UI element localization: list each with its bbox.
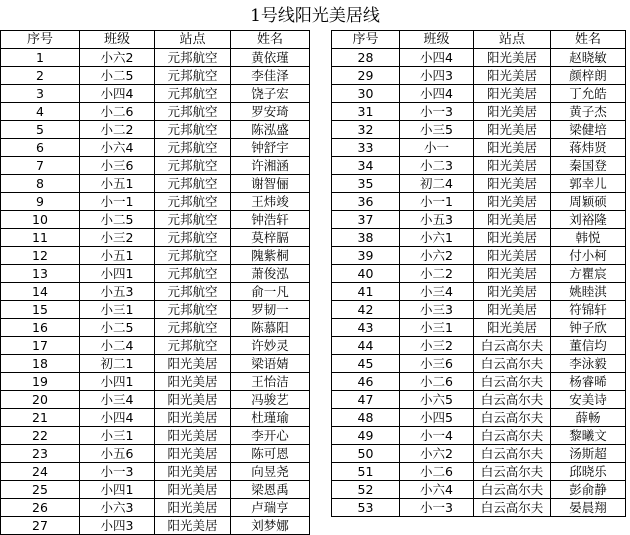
index-cell: 28	[332, 49, 400, 67]
table-row	[332, 229, 626, 247]
table-row	[1, 481, 310, 499]
station-cell: 阳光美居	[474, 67, 551, 85]
header-class: 班级	[400, 31, 474, 49]
name-cell: 卢瑞亨	[231, 499, 310, 517]
name-cell: 冯骏艺	[231, 391, 310, 409]
table-row	[332, 499, 626, 517]
class-cell: 小一4	[400, 427, 474, 445]
index-cell: 31	[332, 103, 400, 121]
class-cell: 小三6	[400, 355, 474, 373]
table-row	[332, 301, 626, 319]
station-cell: 阳光美居	[474, 49, 551, 67]
header-index: 序号	[1, 31, 80, 49]
station-cell: 白云高尔夫	[474, 481, 551, 499]
table-row	[332, 157, 626, 175]
index-cell: 47	[332, 391, 400, 409]
name-cell: 方瞿宸	[551, 265, 626, 283]
index-cell: 45	[332, 355, 400, 373]
index-cell: 34	[332, 157, 400, 175]
name-cell: 安美诗	[551, 391, 626, 409]
station-cell: 阳光美居	[474, 283, 551, 301]
index-cell: 11	[1, 229, 80, 247]
table-row	[332, 319, 626, 337]
station-cell: 元邦航空	[155, 337, 231, 355]
index-cell: 46	[332, 373, 400, 391]
index-cell: 33	[332, 139, 400, 157]
table-row	[332, 67, 626, 85]
table-row	[332, 103, 626, 121]
name-cell: 陈慕阳	[231, 319, 310, 337]
table-row	[1, 301, 310, 319]
index-cell: 6	[1, 139, 80, 157]
class-cell: 小三1	[80, 301, 155, 319]
station-cell: 阳光美居	[474, 85, 551, 103]
class-cell: 小五1	[80, 175, 155, 193]
table-row	[332, 175, 626, 193]
table-row	[332, 373, 626, 391]
station-cell: 白云高尔夫	[474, 499, 551, 517]
class-cell: 小三2	[80, 229, 155, 247]
name-cell: 杨睿晞	[551, 373, 626, 391]
table-row	[1, 337, 310, 355]
name-cell: 符锦轩	[551, 301, 626, 319]
class-cell: 小二5	[80, 319, 155, 337]
name-cell: 萧俊泓	[231, 265, 310, 283]
table-row	[1, 427, 310, 445]
index-cell: 53	[332, 499, 400, 517]
table-row	[1, 139, 310, 157]
page-title: 1号线阳光美居线	[250, 6, 380, 26]
table-row	[1, 499, 310, 517]
station-cell: 阳光美居	[474, 265, 551, 283]
class-cell: 小六4	[80, 139, 155, 157]
class-cell: 小二6	[400, 373, 474, 391]
index-cell: 42	[332, 301, 400, 319]
class-cell: 小六3	[80, 499, 155, 517]
index-cell: 43	[332, 319, 400, 337]
index-cell: 3	[1, 85, 80, 103]
table-row	[1, 229, 310, 247]
class-cell: 小二4	[80, 337, 155, 355]
class-cell: 小二2	[80, 121, 155, 139]
name-cell: 邱晓乐	[551, 463, 626, 481]
table-row	[332, 283, 626, 301]
class-cell: 小五1	[80, 247, 155, 265]
station-cell: 阳光美居	[474, 157, 551, 175]
class-cell: 小二5	[80, 67, 155, 85]
header-station: 站点	[155, 31, 231, 49]
name-cell: 黄依瑾	[231, 49, 310, 67]
station-cell: 元邦航空	[155, 139, 231, 157]
name-cell: 梁语婧	[231, 355, 310, 373]
table-row	[1, 283, 310, 301]
station-cell: 元邦航空	[155, 265, 231, 283]
station-cell: 白云高尔夫	[474, 409, 551, 427]
class-cell: 小二2	[400, 265, 474, 283]
station-cell: 阳光美居	[474, 229, 551, 247]
table-row	[332, 247, 626, 265]
class-cell: 小三3	[400, 301, 474, 319]
index-cell: 48	[332, 409, 400, 427]
name-cell: 梁健培	[551, 121, 626, 139]
index-cell: 2	[1, 67, 80, 85]
index-cell: 30	[332, 85, 400, 103]
header-class: 班级	[80, 31, 155, 49]
station-cell: 元邦航空	[155, 211, 231, 229]
name-cell: 许湘涵	[231, 157, 310, 175]
station-cell: 阳光美居	[155, 427, 231, 445]
station-cell: 元邦航空	[155, 301, 231, 319]
index-cell: 39	[332, 247, 400, 265]
name-cell: 郭幸儿	[551, 175, 626, 193]
table-row	[332, 193, 626, 211]
station-cell: 阳光美居	[474, 211, 551, 229]
station-cell: 白云高尔夫	[474, 427, 551, 445]
station-cell: 阳光美居	[474, 121, 551, 139]
name-cell: 秦国登	[551, 157, 626, 175]
class-cell: 小六2	[400, 445, 474, 463]
table-row	[332, 409, 626, 427]
class-cell: 小六1	[400, 229, 474, 247]
table-row	[1, 265, 310, 283]
station-cell: 阳光美居	[155, 499, 231, 517]
station-cell: 阳光美居	[474, 139, 551, 157]
class-cell: 小六5	[400, 391, 474, 409]
index-cell: 38	[332, 229, 400, 247]
table-row	[1, 175, 310, 193]
header-name: 姓名	[231, 31, 310, 49]
class-cell: 小五3	[80, 283, 155, 301]
class-cell: 小二5	[80, 211, 155, 229]
table-row	[332, 391, 626, 409]
station-cell: 阳光美居	[474, 193, 551, 211]
table-row	[332, 463, 626, 481]
name-cell: 彭俞静	[551, 481, 626, 499]
class-cell: 小四4	[400, 85, 474, 103]
index-cell: 9	[1, 193, 80, 211]
index-cell: 50	[332, 445, 400, 463]
name-cell: 莫梓膈	[231, 229, 310, 247]
name-cell: 李泳毅	[551, 355, 626, 373]
station-cell: 白云高尔夫	[474, 355, 551, 373]
index-cell: 52	[332, 481, 400, 499]
class-cell: 小五6	[80, 445, 155, 463]
name-cell: 蒋炜贤	[551, 139, 626, 157]
name-cell: 丁允皓	[551, 85, 626, 103]
station-cell: 阳光美居	[474, 103, 551, 121]
name-cell: 隗紫桐	[231, 247, 310, 265]
station-cell: 白云高尔夫	[474, 337, 551, 355]
station-cell: 元邦航空	[155, 103, 231, 121]
table-row	[332, 211, 626, 229]
name-cell: 陈可恩	[231, 445, 310, 463]
roster-table-right	[331, 30, 626, 517]
table-row	[1, 319, 310, 337]
name-cell: 谢智俪	[231, 175, 310, 193]
table-header-row	[332, 31, 626, 49]
index-cell: 40	[332, 265, 400, 283]
header-station: 站点	[474, 31, 551, 49]
name-cell: 李佳泽	[231, 67, 310, 85]
class-cell: 小三1	[80, 427, 155, 445]
table-row	[1, 49, 310, 67]
station-cell: 阳光美居	[474, 247, 551, 265]
name-cell: 薛畅	[551, 409, 626, 427]
index-cell: 22	[1, 427, 80, 445]
name-cell: 王怡洁	[231, 373, 310, 391]
table-row	[1, 445, 310, 463]
station-cell: 元邦航空	[155, 229, 231, 247]
index-cell: 23	[1, 445, 80, 463]
name-cell: 梁恩禹	[231, 481, 310, 499]
index-cell: 26	[1, 499, 80, 517]
table-header-row	[1, 31, 310, 49]
header-name: 姓名	[551, 31, 626, 49]
table-row	[1, 157, 310, 175]
index-cell: 10	[1, 211, 80, 229]
station-cell: 阳光美居	[474, 175, 551, 193]
table-row	[332, 265, 626, 283]
index-cell: 1	[1, 49, 80, 67]
index-cell: 25	[1, 481, 80, 499]
header-index: 序号	[332, 31, 400, 49]
index-cell: 36	[332, 193, 400, 211]
table-row	[1, 247, 310, 265]
index-cell: 13	[1, 265, 80, 283]
class-cell: 小一1	[400, 193, 474, 211]
name-cell: 赵晓敏	[551, 49, 626, 67]
class-cell: 小一3	[400, 103, 474, 121]
class-cell: 小三2	[400, 337, 474, 355]
index-cell: 21	[1, 409, 80, 427]
class-cell: 小五3	[400, 211, 474, 229]
station-cell: 白云高尔夫	[474, 391, 551, 409]
station-cell: 元邦航空	[155, 49, 231, 67]
station-cell: 白云高尔夫	[474, 445, 551, 463]
class-cell: 小四4	[80, 409, 155, 427]
name-cell: 钟子欣	[551, 319, 626, 337]
station-cell: 阳光美居	[474, 319, 551, 337]
class-cell: 小四3	[80, 517, 155, 535]
roster-table-left	[0, 30, 310, 535]
station-cell: 阳光美居	[155, 355, 231, 373]
name-cell: 刘裕隆	[551, 211, 626, 229]
station-cell: 阳光美居	[155, 481, 231, 499]
station-cell: 元邦航空	[155, 319, 231, 337]
station-cell: 元邦航空	[155, 247, 231, 265]
table-row	[1, 85, 310, 103]
name-cell: 罗韧一	[231, 301, 310, 319]
class-cell: 小四1	[80, 373, 155, 391]
index-cell: 51	[332, 463, 400, 481]
station-cell: 阳光美居	[474, 301, 551, 319]
index-cell: 12	[1, 247, 80, 265]
name-cell: 刘梦娜	[231, 517, 310, 535]
station-cell: 元邦航空	[155, 175, 231, 193]
table-row	[332, 481, 626, 499]
class-cell: 小六2	[400, 247, 474, 265]
class-cell: 小三4	[400, 283, 474, 301]
table-row	[332, 85, 626, 103]
table-row	[332, 427, 626, 445]
table-row	[332, 49, 626, 67]
name-cell: 董信均	[551, 337, 626, 355]
station-cell: 阳光美居	[155, 445, 231, 463]
index-cell: 35	[332, 175, 400, 193]
station-cell: 元邦航空	[155, 121, 231, 139]
table-row	[1, 121, 310, 139]
index-cell: 7	[1, 157, 80, 175]
index-cell: 41	[332, 283, 400, 301]
index-cell: 49	[332, 427, 400, 445]
station-cell: 阳光美居	[155, 373, 231, 391]
index-cell: 19	[1, 373, 80, 391]
index-cell: 14	[1, 283, 80, 301]
name-cell: 钟浩轩	[231, 211, 310, 229]
table-row	[1, 103, 310, 121]
name-cell: 王炜竣	[231, 193, 310, 211]
index-cell: 44	[332, 337, 400, 355]
table-row	[1, 463, 310, 481]
station-cell: 白云高尔夫	[474, 373, 551, 391]
name-cell: 付小柯	[551, 247, 626, 265]
class-cell: 小六2	[80, 49, 155, 67]
name-cell: 汤斯超	[551, 445, 626, 463]
class-cell: 小四3	[400, 67, 474, 85]
station-cell: 元邦航空	[155, 157, 231, 175]
index-cell: 8	[1, 175, 80, 193]
station-cell: 阳光美居	[155, 391, 231, 409]
table-row	[1, 517, 310, 535]
name-cell: 饶子宏	[231, 85, 310, 103]
index-cell: 32	[332, 121, 400, 139]
class-cell: 小一1	[80, 193, 155, 211]
name-cell: 李开心	[231, 427, 310, 445]
station-cell: 元邦航空	[155, 283, 231, 301]
class-cell: 小四4	[80, 85, 155, 103]
station-cell: 元邦航空	[155, 193, 231, 211]
index-cell: 18	[1, 355, 80, 373]
table-row	[332, 139, 626, 157]
table-row	[1, 409, 310, 427]
table-row	[332, 445, 626, 463]
table-row	[1, 355, 310, 373]
class-cell: 小四1	[80, 265, 155, 283]
table-row	[1, 391, 310, 409]
table-row	[1, 193, 310, 211]
class-cell: 小一3	[80, 463, 155, 481]
index-cell: 29	[332, 67, 400, 85]
station-cell: 阳光美居	[155, 409, 231, 427]
name-cell: 钟舒宇	[231, 139, 310, 157]
index-cell: 16	[1, 319, 80, 337]
index-cell: 5	[1, 121, 80, 139]
class-cell: 小四1	[80, 481, 155, 499]
station-cell: 阳光美居	[155, 517, 231, 535]
class-cell: 小二6	[80, 103, 155, 121]
class-cell: 小三5	[400, 121, 474, 139]
station-cell: 白云高尔夫	[474, 463, 551, 481]
class-cell: 初二1	[80, 355, 155, 373]
class-cell: 小六4	[400, 481, 474, 499]
table-row	[332, 355, 626, 373]
class-cell: 小三1	[400, 319, 474, 337]
class-cell: 小一	[400, 139, 474, 157]
name-cell: 俞一凡	[231, 283, 310, 301]
name-cell: 罗安琦	[231, 103, 310, 121]
table-row	[332, 121, 626, 139]
class-cell: 小一3	[400, 499, 474, 517]
name-cell: 陈泓盛	[231, 121, 310, 139]
table-row	[1, 67, 310, 85]
class-cell: 小二3	[400, 157, 474, 175]
name-cell: 黎曦文	[551, 427, 626, 445]
class-cell: 小三4	[80, 391, 155, 409]
index-cell: 24	[1, 463, 80, 481]
name-cell: 韩悦	[551, 229, 626, 247]
table-row	[1, 211, 310, 229]
name-cell: 杜瑾瑜	[231, 409, 310, 427]
class-cell: 初二4	[400, 175, 474, 193]
class-cell: 小四4	[400, 49, 474, 67]
name-cell: 黄子杰	[551, 103, 626, 121]
index-cell: 37	[332, 211, 400, 229]
class-cell: 小三6	[80, 157, 155, 175]
name-cell: 向昱尧	[231, 463, 310, 481]
name-cell: 颜梓朗	[551, 67, 626, 85]
station-cell: 阳光美居	[155, 463, 231, 481]
station-cell: 元邦航空	[155, 67, 231, 85]
index-cell: 4	[1, 103, 80, 121]
index-cell: 20	[1, 391, 80, 409]
name-cell: 姚睦淇	[551, 283, 626, 301]
class-cell: 小四5	[400, 409, 474, 427]
index-cell: 27	[1, 517, 80, 535]
class-cell: 小二6	[400, 463, 474, 481]
index-cell: 17	[1, 337, 80, 355]
name-cell: 许妙灵	[231, 337, 310, 355]
table-row	[1, 373, 310, 391]
station-cell: 元邦航空	[155, 85, 231, 103]
index-cell: 15	[1, 301, 80, 319]
name-cell: 晏晨翔	[551, 499, 626, 517]
name-cell: 周颖硕	[551, 193, 626, 211]
table-row	[332, 337, 626, 355]
